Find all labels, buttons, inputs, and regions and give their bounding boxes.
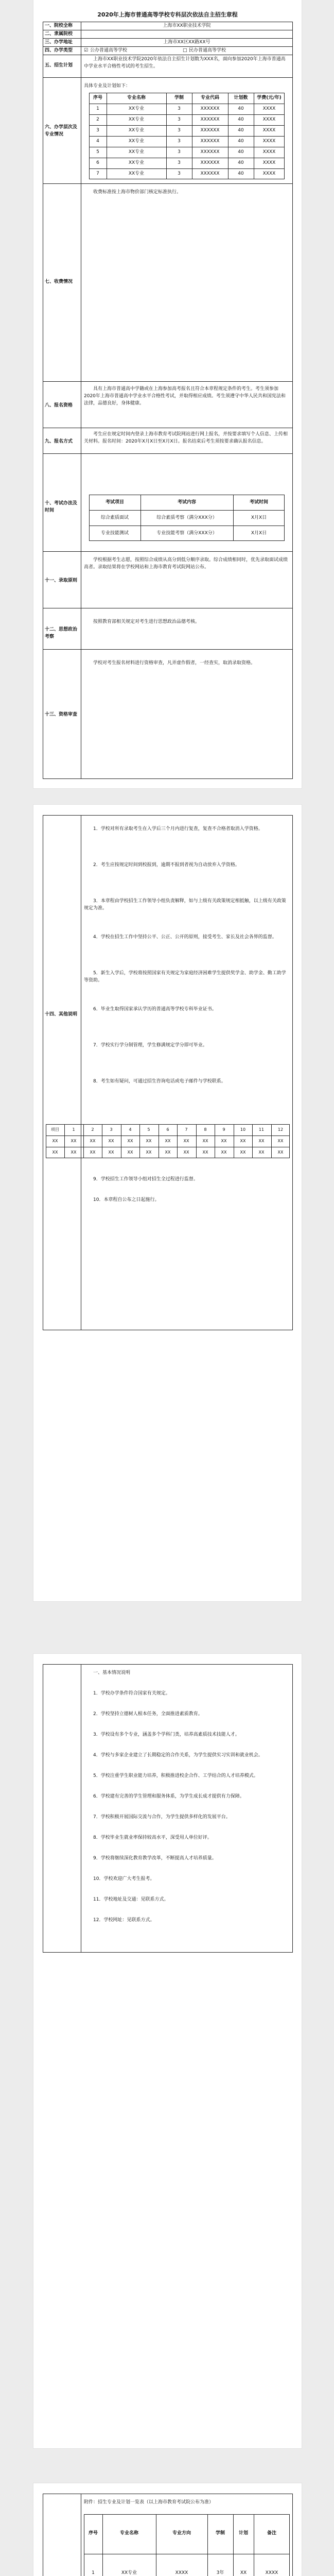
major-table-cell: 1 <box>96 106 99 111</box>
exam-table-cell: X月X日 <box>251 531 267 536</box>
table-row-divider <box>89 136 285 137</box>
major-table-cell: 3 <box>178 106 181 111</box>
appendix-table-cell: 1 <box>92 2570 95 2575</box>
major-table-cell: XX专业 <box>128 106 145 111</box>
row-divider <box>43 183 293 184</box>
plan-text: 上海市XX职业技术学院2020年依法自主招生计划数为XXX名，面向参加2020年上海市普通高中学业水平合格性考试的考生招生。 <box>84 57 286 69</box>
major-table-cell: XX专业 <box>128 171 145 176</box>
address-value: 上海市XX区XX路XX号 <box>163 40 210 45</box>
grid-cell: XX <box>165 1139 171 1143</box>
grid-cell: XX <box>258 1150 265 1155</box>
row-label-type: 四、办学类型 <box>45 48 73 53</box>
eligibility-text: 具有上海市普通高中学籍或在上海参加高考报名且符合本章程规定条件的考生。考生须参加2020年上海市普通高中学业水平合格性考试，并取得相应成绩。考生须遵守中华人民共和国宪法和法律，品德良好，身体健康。 <box>84 386 286 406</box>
page2-tail-paragraph: 10．本章程自公布之日起施行。 <box>93 1197 160 1202</box>
major-table-cell: 3 <box>178 139 181 144</box>
grid-header-cell: 11 <box>258 1127 265 1132</box>
page2-paragraph: 5．新生入学后，学校将按照国家有关规定为家庭经济困难学生提供奖学金、助学金、勤工助学等资助。 <box>84 971 286 983</box>
document-page-1 <box>33 0 302 788</box>
major-table-cell: XX专业 <box>128 149 145 155</box>
major-table-cell: 2 <box>96 117 99 122</box>
page3-paragraph: 2．学校坚持立德树人根本任务，全面推进素质教育。 <box>93 1711 203 1717</box>
major-table-cell: XXXX <box>262 128 276 133</box>
exam-table-cell: 综合素质面试 <box>100 515 129 520</box>
grid-cell: XX <box>221 1139 227 1143</box>
major-table-cell: XX专业 <box>128 117 145 122</box>
appendix-table-header: 专业方向 <box>172 2531 191 2536</box>
major-table-cell: 40 <box>238 171 244 176</box>
page2-paragraph: 1．学校对所有录取考生在入学后三个月内进行复查，复查不合格者取消入学资格。 <box>93 826 263 832</box>
row-divider <box>43 551 293 552</box>
major-table-header: 序号 <box>93 95 102 100</box>
major-table-cell: 3 <box>96 128 99 133</box>
grid-cell: XX <box>258 1139 265 1143</box>
grid-header-cell: 6 <box>166 1127 169 1132</box>
table-row-divider <box>89 168 285 169</box>
page2-paragraph: 2．考生应按规定时间到校报到，逾期不报到者视为自动放弃入学资格。 <box>93 862 240 868</box>
grid-header-cell: 4 <box>129 1127 132 1132</box>
major-table-header: 专业代码 <box>200 95 219 100</box>
page2-paragraph: 6．毕业生取得国家承认学历的普通高等学校专科毕业证书。 <box>93 1007 217 1012</box>
row-divider <box>43 77 293 78</box>
appendix-table-cell: XXXX <box>175 2570 188 2575</box>
major-table-cell: 3 <box>178 160 181 165</box>
grid-header-cell: 9 <box>222 1127 225 1132</box>
major-table-cell: XXXXXX <box>200 117 220 122</box>
major-table-header: 学费(元/年) <box>257 95 282 100</box>
document-page-2 <box>33 805 302 1601</box>
grid-cell: XX <box>108 1139 114 1143</box>
appendix-major-table <box>84 2514 290 2576</box>
page3-paragraph: 1．学校办学条件符合国家有关规定。 <box>93 1691 170 1696</box>
grid-header-cell: 3 <box>110 1127 113 1132</box>
table-col-divider <box>233 2514 234 2576</box>
grid-cell: XX <box>52 1150 58 1155</box>
major-table-cell: XX专业 <box>128 160 145 165</box>
major-table-cell: 4 <box>96 139 99 144</box>
page3-paragraph: 12．学校网址：见联系方式。 <box>93 1918 155 1923</box>
major-table-cell: 40 <box>238 128 244 133</box>
page2-tail-paragraph: 9．学校招生工作领导小组对招生全过程进行监督。 <box>93 1177 198 1182</box>
row-label-affiliation: 二、隶属院校 <box>45 31 73 37</box>
table-row-divider <box>89 125 285 126</box>
appendix-intro: 附件：招生专业及计划一览表（以上海市教育考试院公布为准） <box>84 2500 214 2505</box>
major-table-header: 计划数 <box>234 95 248 100</box>
school-name-value: 上海市XX职业技术学院 <box>163 23 211 28</box>
appendix-table-header: 计划 <box>238 2531 248 2536</box>
major-table-header: 专业名称 <box>127 95 146 100</box>
grid-cell: XX <box>221 1150 227 1155</box>
major-table-cell: XXXX <box>262 171 276 176</box>
grid-cell: XX <box>277 1150 284 1155</box>
page3-paragraph: 6．学校建有完善的学生管理和服务体系，为学生成长成才提供有力保障。 <box>93 1794 244 1799</box>
type-private-checkbox[interactable]: □ <box>183 48 187 53</box>
exam-table-cell: 综合素质考察（满分XXX分） <box>156 515 217 520</box>
grid-cell: XX <box>165 1150 171 1155</box>
table-row-divider <box>89 510 285 511</box>
major-table-cell: 6 <box>96 160 99 165</box>
page3-paragraph: 一、基本情况说明 <box>93 1670 131 1675</box>
appendix-table-cell: 3年 <box>216 2570 224 2575</box>
admission-text: 学校根据考生志愿，按照综合成绩从高分到低分顺序录取。综合成绩相同时，优先录取面试成绩高者。录取结果将在学校网站和上海市教育考试院网站公布。 <box>84 557 288 570</box>
major-table-cell: 3 <box>178 171 181 176</box>
major-table-cell: XX专业 <box>128 128 145 133</box>
page2-paragraph: 8．考生如有疑问，可通过招生咨询电话或电子邮件与学校联系。 <box>93 1079 226 1084</box>
exam-table-cell: X月X日 <box>251 515 267 520</box>
grid-cell: XX <box>240 1139 246 1143</box>
row-label-review: 十三、资格审查 <box>45 712 78 717</box>
page2-paragraph: 3．本章程由学校招生工作领导小组负责解释，如与上级有关政策规定相抵触，以上级有关政策规定为准。 <box>84 899 286 911</box>
page3-paragraph: 10．学校欢迎广大考生报考。 <box>93 1876 155 1882</box>
page3-table-border <box>43 1664 293 1953</box>
grid-cell: XX <box>108 1150 114 1155</box>
page3-paragraph: 7．学校积极开展国际交流与合作，为学生提供多样化的发展平台。 <box>93 1815 231 1820</box>
appendix-table-header: 备注 <box>267 2531 276 2536</box>
table-row-divider <box>89 114 285 115</box>
major-table-cell: XXXXXX <box>200 139 220 144</box>
row-divider <box>43 381 293 382</box>
appendix-table-header: 序号 <box>88 2531 98 2536</box>
major-table-cell: XXXXXX <box>200 171 220 176</box>
grid-cell: XX <box>127 1150 133 1155</box>
major-table-cell: 40 <box>238 117 244 122</box>
politics-text: 按照教育部相关规定对考生进行思想政治品德考核。 <box>93 619 200 624</box>
row-label-eligibility: 八、报名资格 <box>45 403 73 408</box>
grid-cell: XX <box>146 1139 152 1143</box>
grid-cell: XX <box>146 1150 152 1155</box>
major-table-cell: XXXXXX <box>200 106 220 111</box>
document-page-4 <box>33 2483 302 2576</box>
major-table-cell: XX专业 <box>128 139 145 144</box>
major-table-cell: 40 <box>238 106 244 111</box>
exam-table-header: 考试内容 <box>177 500 196 505</box>
row-label-admission: 十一、录取原则 <box>45 578 78 583</box>
grid-header-cell: 7 <box>185 1127 188 1132</box>
row-label-school-name: 一、院校全称 <box>45 23 73 28</box>
grid-cell: XX <box>127 1139 133 1143</box>
major-table-cell: XXXX <box>262 149 276 155</box>
row-label-plan: 五、招生计划 <box>45 63 73 68</box>
grid-header-cell: 项目 <box>51 1127 59 1132</box>
type-public-label: 公办普通高等学校 <box>90 48 128 53</box>
grid-cell: XX <box>52 1139 58 1143</box>
major-table-cell: XXXX <box>262 139 276 144</box>
appendix-table-cell: XX <box>240 2570 247 2575</box>
major-table-cell: 40 <box>238 139 244 144</box>
page3-paragraph: 3．学校设有多个专业，涵盖多个学科门类，培养高素质技术技能人才。 <box>93 1732 240 1737</box>
apply-text: 考生应在规定时间内登录上海市教育考试院网站进行网上报名，并按要求填写个人信息、上传相关材料。报名时间：2020年X月X日至X月X日。报名结束后考生须按要求确认报名信息。 <box>84 432 288 444</box>
type-private-label: 民办普通高等学校 <box>189 48 226 53</box>
grid-cell: XX <box>90 1139 96 1143</box>
major-table-cell: XXXX <box>262 106 276 111</box>
exam-table-cell: 专业技能考察（满分XXX分） <box>156 531 217 536</box>
page2-paragraph: 7．学校实行学分制管理，学生修满规定学分即可毕业。 <box>93 1043 207 1048</box>
page3-paragraph: 8．学校毕业生就业率保持较高水平，深受用人单位好评。 <box>93 1835 212 1840</box>
grid-cell: XX <box>183 1150 189 1155</box>
row-label-exam: 十、考试办法及时间 <box>45 501 78 513</box>
type-public-checkbox[interactable]: ☑ <box>84 48 89 53</box>
grid-header-cell: 12 <box>277 1127 284 1132</box>
appendix-table-header: 专业名称 <box>119 2531 138 2536</box>
table-col-divider <box>207 2514 208 2576</box>
row-divider <box>43 453 293 454</box>
grid-cell: XX <box>71 1150 77 1155</box>
page3-paragraph: 9．学校将继续深化教育教学改革，不断提高人才培养质量。 <box>93 1856 217 1861</box>
grid-cell: XX <box>90 1150 96 1155</box>
fee-text: 收费标准按上海市物价部门核定标准执行。 <box>93 190 182 195</box>
page2-table-border <box>43 815 293 1330</box>
exam-table-cell: 专业技能测试 <box>100 531 129 536</box>
appendix-table-cell: XX专业 <box>121 2570 137 2575</box>
major-table-cell: 40 <box>238 149 244 155</box>
row-label-address: 三、办学地址 <box>45 40 73 45</box>
major-table-cell: 3 <box>178 117 181 122</box>
grid-header-cell: 2 <box>91 1127 94 1132</box>
major-table-cell: XXXXXX <box>200 149 220 155</box>
major-table-header: 学制 <box>174 95 184 100</box>
exam-table-header: 考试项目 <box>105 500 124 505</box>
major-table-cell: XXXXXX <box>200 160 220 165</box>
row-label-majors: 六、办学层次及专业情况 <box>45 125 78 137</box>
row-label-other: 十四、其他说明 <box>45 1012 78 1017</box>
grid-cell: XX <box>71 1139 77 1143</box>
major-table-cell: XXXX <box>262 160 276 165</box>
major-table-cell: XXXX <box>262 117 276 122</box>
page3-paragraph: 5．学校注重学生职业能力培养，积极推进校企合作、工学结合的人才培养模式。 <box>93 1773 258 1778</box>
major-table-cell: 3 <box>178 149 181 155</box>
page3-paragraph: 11．学校地址及交通：见联系方式。 <box>93 1897 169 1902</box>
grid-cell: XX <box>277 1139 284 1143</box>
grid-header-cell: 1 <box>72 1127 75 1132</box>
review-text: 学校对考生报名材料进行资格审查，凡弄虚作假者，一经查实，取消录取资格。 <box>93 660 256 666</box>
majors-intro: 具体专业及计划如下： <box>84 83 131 89</box>
appendix-table-header: 学制 <box>215 2531 225 2536</box>
grid-cell: XX <box>183 1139 189 1143</box>
major-table-cell: 5 <box>96 149 99 155</box>
major-table-cell: 3 <box>178 128 181 133</box>
major-table-cell: XXXXXX <box>200 128 220 133</box>
row-label-apply: 九、报名方式 <box>45 439 73 444</box>
grid-cell: XX <box>202 1139 208 1143</box>
grid-cell: XX <box>240 1150 246 1155</box>
page2-paragraph: 4．学校在招生工作中坚持公平、公正、公开的原则，接受考生、家长及社会各界的监督。 <box>93 935 277 940</box>
grid-header-cell: 5 <box>147 1127 150 1132</box>
appendix-table-cell: XXXX <box>265 2570 278 2575</box>
major-table-cell: 7 <box>96 171 99 176</box>
page3-paragraph: 4．学校与多家企业建立了长期稳定的合作关系，为学生提供实习实训和就业机会。 <box>93 1753 263 1758</box>
grid-header-cell: 10 <box>240 1127 246 1132</box>
table-col-divider <box>102 2514 103 2576</box>
row-divider <box>43 649 293 650</box>
exam-table-header: 考试时间 <box>249 500 268 505</box>
document-title: 2020年上海市普通高等学校专科层次依法自主招生章程 <box>97 11 238 18</box>
major-table-cell: 40 <box>238 160 244 165</box>
row-label-fees: 七、收费情况 <box>45 279 73 284</box>
grid-header-cell: 8 <box>204 1127 207 1132</box>
document-page-3 <box>33 1654 302 2448</box>
grid-cell: XX <box>202 1150 208 1155</box>
row-label-politics: 十二、思想政治考察 <box>45 627 78 639</box>
